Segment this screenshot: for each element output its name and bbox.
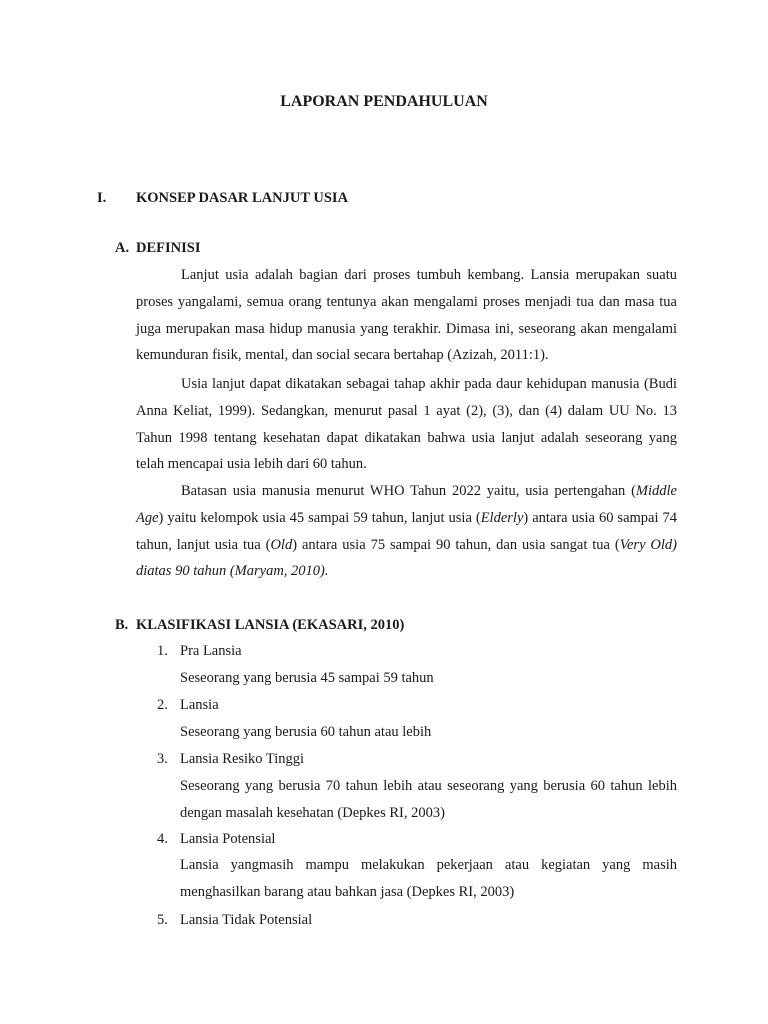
list-item-number: 2. [157, 697, 168, 713]
term-elderly: Elderly [480, 509, 524, 526]
list-item-description: Seseorang yang berusia 45 sampai 59 tahun [180, 670, 434, 686]
list-item-title: Lansia Resiko Tinggi [180, 751, 305, 767]
term-middle-age: Middle Age [136, 483, 677, 526]
definition-paragraph-2: Usia lanjut dapat dikatakan sebagai tahap akhir pada daur kehidupan manusia (Budi Anna Keliat, 1999). Sedangkan, menurut pasal 1 ayat (2), (3), dan (4) dalam UU No. 13 Tahun 1998 tentang kesehatan dapat dikatakan bahwa usia lanjut adalah seseorang yang telah mencapai usia lebih dari 60 tahun. [136, 376, 677, 473]
list-item-title: Lansia Tidak Potensial [180, 912, 313, 928]
section-heading: KONSEP DASAR LANJUT USIA [136, 190, 349, 206]
list-item-number: 1. [157, 643, 168, 659]
list-item-title: Lansia [180, 697, 219, 713]
term-old: Old [270, 536, 293, 553]
list-item-description: Seseorang yang berusia 60 tahun atau lebih [180, 724, 432, 740]
term-very-old: Very Old) diatas 90 tahun (Maryam, 2010). [136, 536, 677, 580]
list-item-title: Lansia Potensial [180, 831, 276, 847]
subsection-heading-klasifikasi: KLASIFIKASI LANSIA (EKASARI, 2010) [136, 617, 405, 633]
definition-paragraph-1: Lanjut usia adalah bagian dari proses tumbuh kembang. Lansia merupakan suatu proses yangalami, semua orang tentunya akan mengalami proses menjadi tua dan masa tua juga merupakan masa hidup manusia yang terakhir. Dimasa ini, seseorang akan mengalami kemunduran fisik, mental, dan social secara bertahap (Azizah, 2011:1). [136, 267, 677, 364]
list-item-title: Pra Lansia [180, 643, 242, 659]
list-item-description: Seseorang yang berusia 70 tahun lebih atau seseorang yang berusia 60 tahun lebih dengan masalah kesehatan (Depkes RI, 2003) [180, 778, 677, 821]
list-item-number: 5. [157, 912, 168, 928]
subsection-letter: A. [115, 240, 130, 256]
section-number: I. [97, 190, 107, 206]
list-item-number: 4. [157, 831, 168, 847]
subsection-letter: B. [115, 617, 129, 633]
subsection-heading-definisi: DEFINISI [136, 240, 201, 256]
list-item-number: 3. [157, 751, 168, 767]
list-item-description: Lansia yangmasih mampu melakukan pekerjaan atau kegiatan yang masih menghasilkan barang atau bahkan jasa (Depkes RI, 2003) [180, 857, 677, 900]
definition-paragraph-3: Batasan usia manusia menurut WHO Tahun 2022 yaitu, usia pertengahan (Middle Age) yaitu kelompok usia 45 sampai 59 tahun, lanjut usia (Elderly) antara usia 60 sampai 74 tahun, lanjut usia tua (Old) antara usia 75 sampai 90 tahun, dan usia sangat tua (Very Old) diatas 90 tahun (Maryam, 2010). [136, 483, 677, 580]
page-title: LAPORAN PENDAHULUAN [280, 93, 488, 110]
